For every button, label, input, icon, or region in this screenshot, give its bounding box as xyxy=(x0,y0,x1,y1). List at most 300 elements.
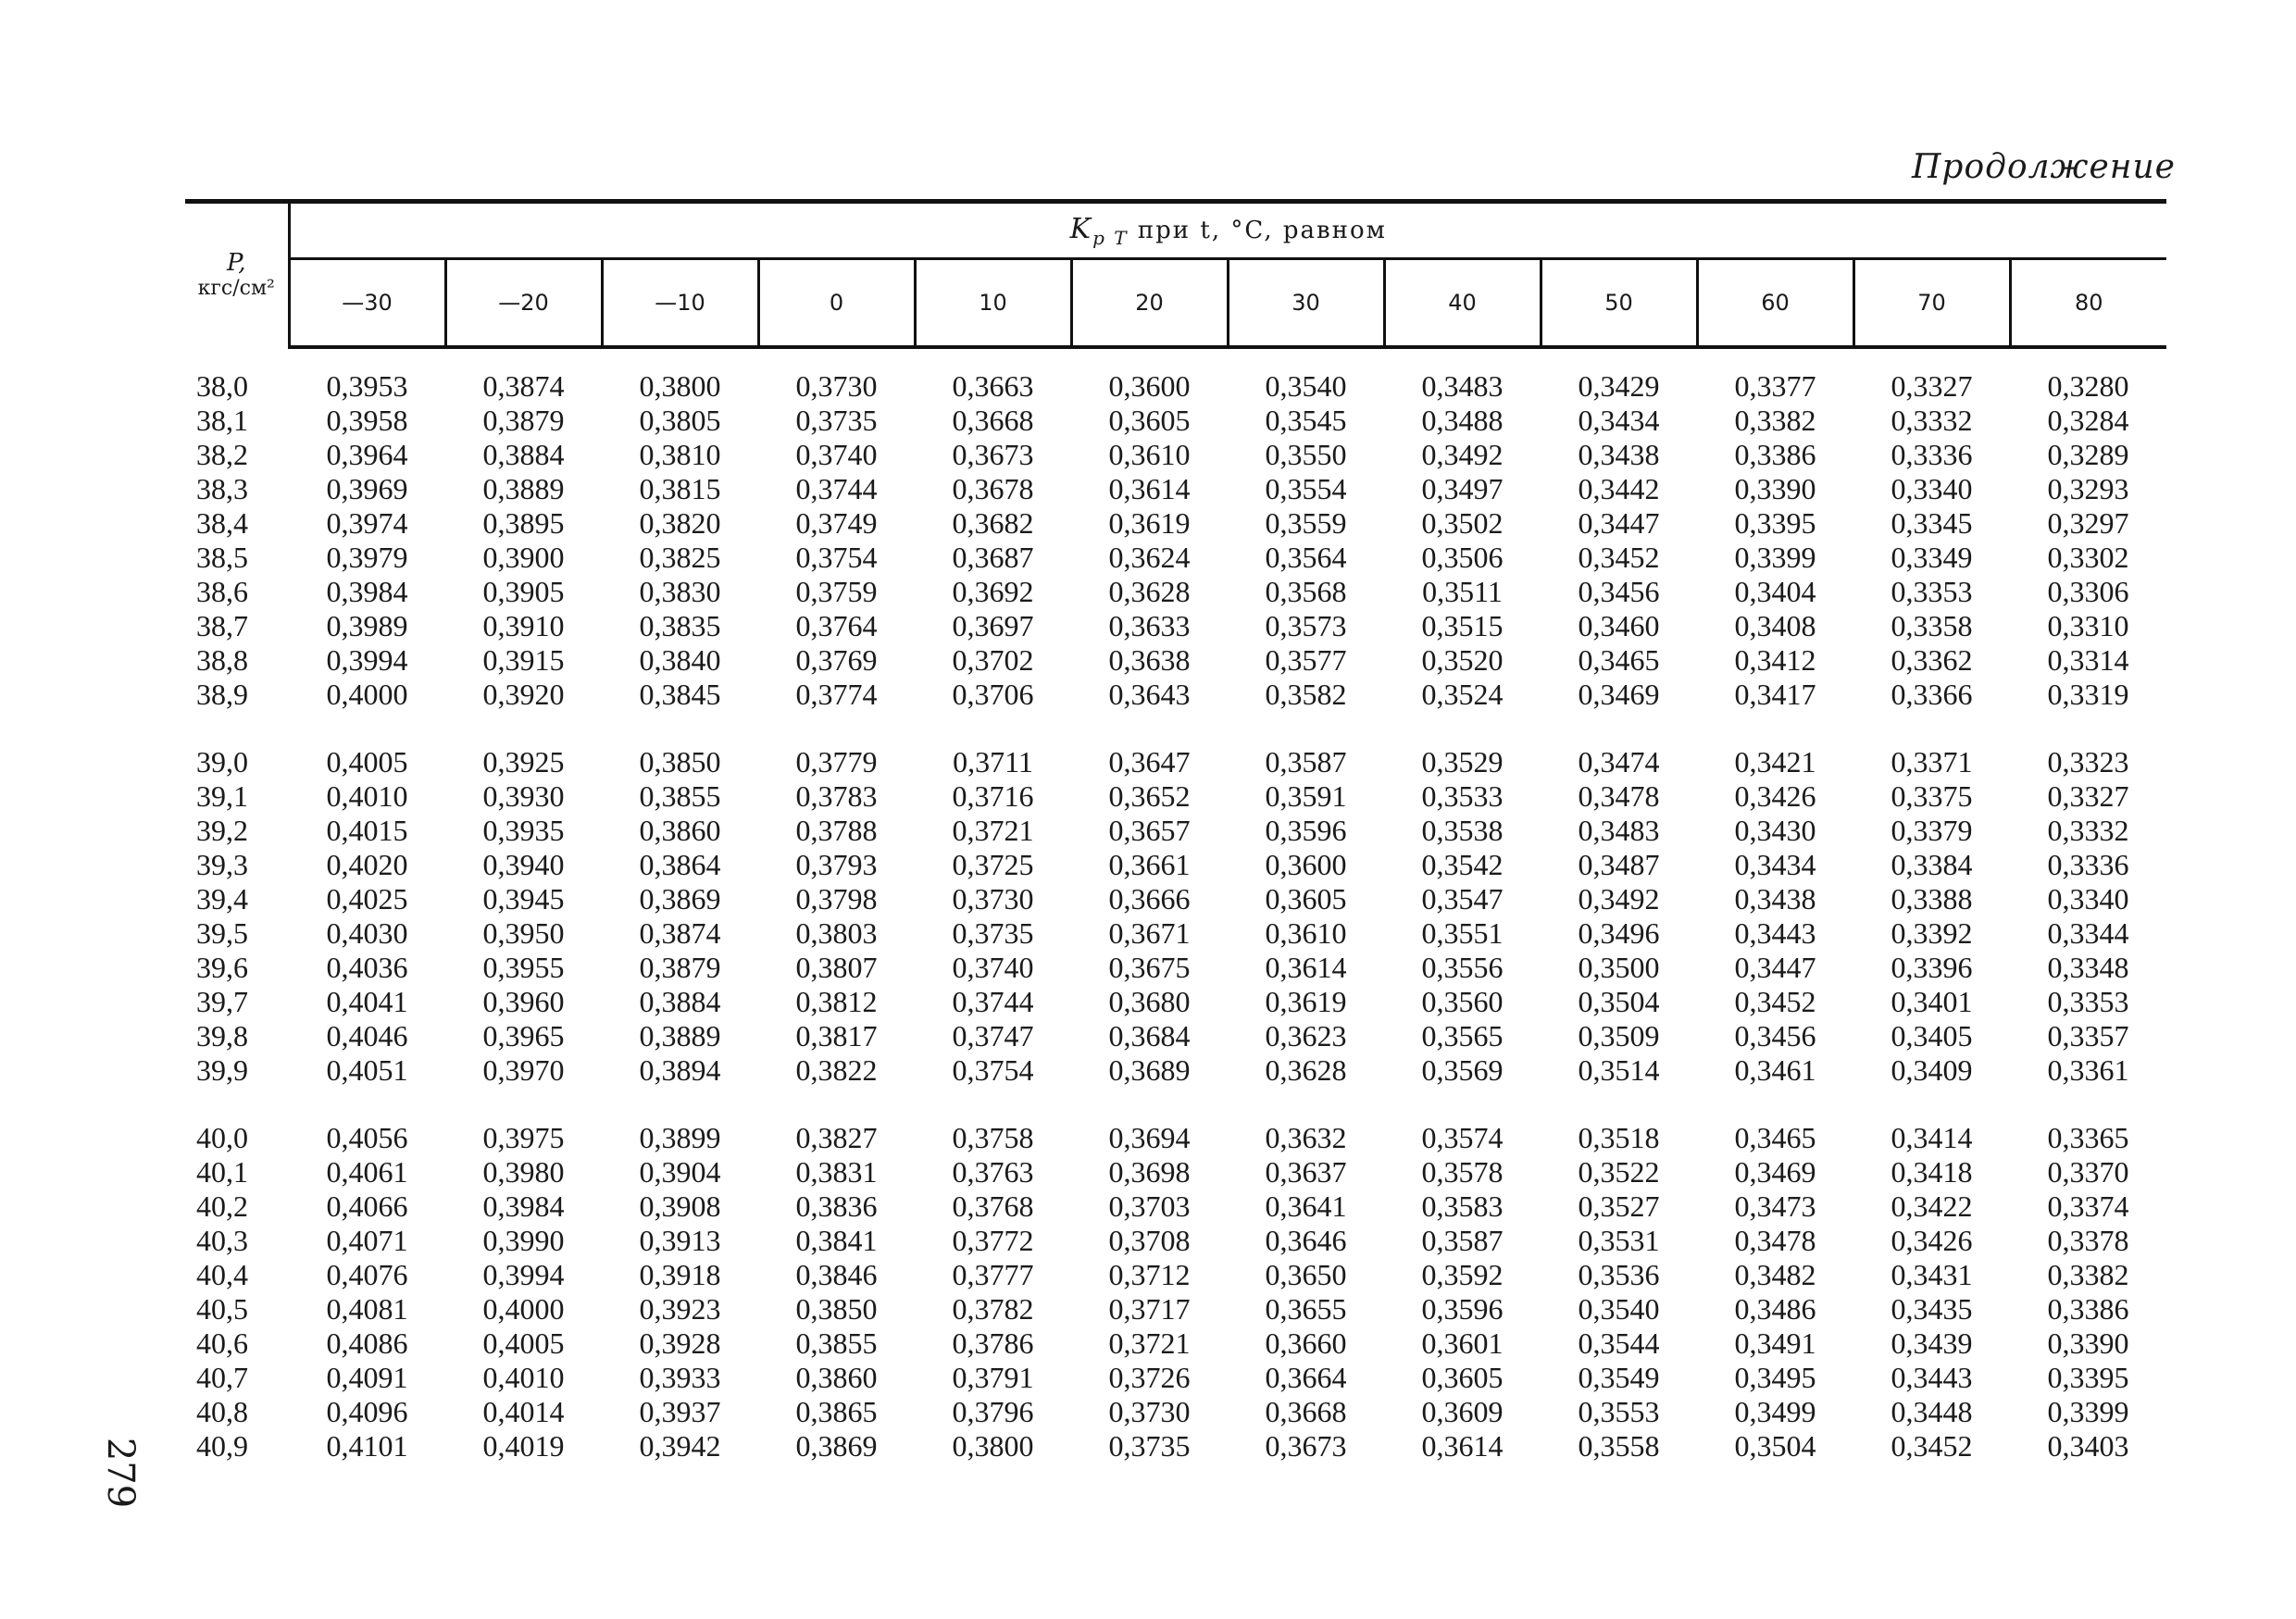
value-cell: 0,3820 xyxy=(639,506,721,540)
temperature-header: 80 xyxy=(2010,259,2166,348)
value-cell: 0,3605 xyxy=(1265,882,1347,915)
value-cell: 0,3399 xyxy=(1734,541,1816,574)
temperature-header: 30 xyxy=(1228,259,1384,348)
value-cell: 0,3817 xyxy=(795,1019,878,1052)
value-cell: 0,3340 xyxy=(2047,882,2129,915)
value-cell: 0,3384 xyxy=(1890,848,1973,881)
value-cell: 0,3864 xyxy=(639,848,721,881)
value-cell: 0,3747 xyxy=(952,1019,1034,1052)
value-cell: 0,3492 xyxy=(1578,882,1660,915)
value-cell: 0,3452 xyxy=(1734,985,1816,1018)
value-cell: 0,3522 xyxy=(1578,1155,1660,1189)
value-cell: 0,3392 xyxy=(1890,916,1973,950)
value-cell: 0,3553 xyxy=(1578,1395,1660,1428)
value-cell: 0,3538 xyxy=(1421,814,1504,847)
value-cell: 0,3657 xyxy=(1108,814,1191,847)
value-cell: 0,3933 xyxy=(639,1361,721,1394)
value-cell: 0,3950 xyxy=(482,916,565,950)
value-cell: 0,3865 xyxy=(795,1395,878,1428)
value-cell: 0,3544 xyxy=(1578,1326,1660,1360)
continuation-label: Продолжение xyxy=(1912,148,2176,186)
pressure-cell: 39,7 xyxy=(196,985,248,1018)
table-row xyxy=(185,438,2166,472)
value-cell: 0,3596 xyxy=(1421,1292,1504,1326)
value-cell: 0,3783 xyxy=(795,779,878,813)
value-cell: 0,3682 xyxy=(952,506,1034,540)
value-cell: 0,3643 xyxy=(1108,678,1191,711)
value-cell: 0,3524 xyxy=(1421,678,1504,711)
value-cell: 0,4005 xyxy=(326,745,408,778)
value-cell: 0,3953 xyxy=(326,369,408,403)
value-cell: 0,3461 xyxy=(1734,1053,1816,1087)
value-cell: 0,4019 xyxy=(482,1429,565,1463)
value-cell: 0,3735 xyxy=(952,916,1034,950)
value-cell: 0,3550 xyxy=(1265,438,1347,471)
value-cell: 0,4086 xyxy=(326,1326,408,1360)
value-cell: 0,3935 xyxy=(482,814,565,847)
value-cell: 0,3496 xyxy=(1578,916,1660,950)
value-cell: 0,3421 xyxy=(1734,745,1816,778)
value-cell: 0,3830 xyxy=(639,575,721,608)
value-cell: 0,3482 xyxy=(1734,1258,1816,1291)
value-cell: 0,3940 xyxy=(482,848,565,881)
value-cell: 0,3499 xyxy=(1734,1395,1816,1428)
value-cell: 0,3624 xyxy=(1108,541,1191,574)
value-cell: 0,3465 xyxy=(1734,1121,1816,1154)
value-cell: 0,3805 xyxy=(639,404,721,437)
value-cell: 0,3687 xyxy=(952,541,1034,574)
value-cell: 0,3763 xyxy=(952,1155,1034,1189)
value-cell: 0,3668 xyxy=(952,404,1034,437)
value-cell: 0,3408 xyxy=(1734,609,1816,642)
value-cell: 0,4015 xyxy=(326,814,408,847)
value-cell: 0,3908 xyxy=(639,1189,721,1223)
table-body xyxy=(185,347,2166,1463)
pressure-unit: кгс/см² xyxy=(197,276,275,300)
value-cell: 0,3920 xyxy=(482,678,565,711)
value-cell: 0,3841 xyxy=(795,1224,878,1257)
value-cell: 0,3547 xyxy=(1421,882,1504,915)
value-cell: 0,3749 xyxy=(795,506,878,540)
value-cell: 0,3692 xyxy=(952,575,1034,608)
table-row xyxy=(185,1429,2166,1463)
pressure-cell: 38,1 xyxy=(196,404,248,437)
value-cell: 0,3390 xyxy=(1734,472,1816,505)
value-cell: 0,3637 xyxy=(1265,1155,1347,1189)
value-cell: 0,3663 xyxy=(952,369,1034,403)
value-cell: 0,3371 xyxy=(1890,745,1973,778)
value-cell: 0,3431 xyxy=(1890,1258,1973,1291)
value-cell: 0,3600 xyxy=(1108,369,1191,403)
value-cell: 0,3774 xyxy=(795,678,878,711)
value-cell: 0,3768 xyxy=(952,1189,1034,1223)
value-cell: 0,3474 xyxy=(1578,745,1660,778)
value-cell: 0,3899 xyxy=(639,1121,721,1154)
pressure-cell: 38,9 xyxy=(196,678,248,711)
value-cell: 0,3650 xyxy=(1265,1258,1347,1291)
value-cell: 0,3386 xyxy=(2047,1292,2129,1326)
value-cell: 0,3478 xyxy=(1734,1224,1816,1257)
value-cell: 0,3697 xyxy=(952,609,1034,642)
value-cell: 0,3668 xyxy=(1265,1395,1347,1428)
pressure-cell: 40,3 xyxy=(196,1224,248,1257)
value-cell: 0,3497 xyxy=(1421,472,1504,505)
table-row xyxy=(185,985,2166,1019)
value-cell: 0,3836 xyxy=(795,1189,878,1223)
table-row xyxy=(185,848,2166,882)
value-cell: 0,3698 xyxy=(1108,1155,1191,1189)
value-cell: 0,3340 xyxy=(1890,472,1973,505)
value-cell: 0,3984 xyxy=(326,575,408,608)
table-row xyxy=(185,1155,2166,1189)
value-cell: 0,3979 xyxy=(326,541,408,574)
table-row xyxy=(185,1292,2166,1326)
value-cell: 0,3390 xyxy=(2047,1326,2129,1360)
value-cell: 0,3414 xyxy=(1890,1121,1973,1154)
value-cell: 0,3807 xyxy=(795,951,878,984)
value-cell: 0,4000 xyxy=(326,678,408,711)
pressure-cell: 40,4 xyxy=(196,1258,248,1291)
value-cell: 0,3740 xyxy=(795,438,878,471)
value-cell: 0,3661 xyxy=(1108,848,1191,881)
pressure-cell: 38,3 xyxy=(196,472,248,505)
value-cell: 0,3536 xyxy=(1578,1258,1660,1291)
pressure-cell: 38,7 xyxy=(196,609,248,642)
value-cell: 0,3306 xyxy=(2047,575,2129,608)
value-cell: 0,3504 xyxy=(1578,985,1660,1018)
value-cell: 0,3850 xyxy=(795,1292,878,1326)
kpt-symbol: $K_{p T}$ xyxy=(1069,212,1129,249)
value-cell: 0,3332 xyxy=(1890,404,1973,437)
value-cell: 0,3345 xyxy=(1890,506,1973,540)
value-cell: 0,3401 xyxy=(1890,985,1973,1018)
value-cell: 0,3989 xyxy=(326,609,408,642)
pressure-cell: 40,1 xyxy=(196,1155,248,1189)
pressure-cell: 40,5 xyxy=(196,1292,248,1326)
table-row xyxy=(185,882,2166,916)
temperature-header: 0 xyxy=(758,259,915,348)
value-cell: 0,3569 xyxy=(1421,1053,1504,1087)
value-cell: 0,3452 xyxy=(1890,1429,1973,1463)
value-cell: 0,3884 xyxy=(482,438,565,471)
value-cell: 0,3447 xyxy=(1734,951,1816,984)
value-cell: 0,3764 xyxy=(795,609,878,642)
value-cell: 0,3980 xyxy=(482,1155,565,1189)
value-cell: 0,3540 xyxy=(1578,1292,1660,1326)
table-row xyxy=(185,1121,2166,1155)
value-cell: 0,3382 xyxy=(1734,404,1816,437)
value-cell: 0,3910 xyxy=(482,609,565,642)
value-cell: 0,3827 xyxy=(795,1121,878,1154)
pressure-symbol: P, xyxy=(227,248,246,277)
value-cell: 0,3964 xyxy=(326,438,408,471)
table-row xyxy=(185,1395,2166,1429)
value-cell: 0,3403 xyxy=(2047,1429,2129,1463)
value-cell: 0,3379 xyxy=(1890,814,1973,847)
value-cell: 0,3869 xyxy=(639,882,721,915)
value-cell: 0,3735 xyxy=(1108,1429,1191,1463)
value-cell: 0,3284 xyxy=(2047,404,2129,437)
value-cell: 0,3605 xyxy=(1108,404,1191,437)
value-cell: 0,3666 xyxy=(1108,882,1191,915)
value-cell: 0,3601 xyxy=(1421,1326,1504,1360)
value-cell: 0,3332 xyxy=(2047,814,2129,847)
value-cell: 0,3514 xyxy=(1578,1053,1660,1087)
value-cell: 0,4046 xyxy=(326,1019,408,1052)
pressure-cell: 39,6 xyxy=(196,951,248,984)
value-cell: 0,3559 xyxy=(1265,506,1347,540)
pressure-cell: 40,2 xyxy=(196,1189,248,1223)
value-cell: 0,3582 xyxy=(1265,678,1347,711)
value-cell: 0,4000 xyxy=(482,1292,565,1326)
value-cell: 0,3366 xyxy=(1890,678,1973,711)
value-cell: 0,3793 xyxy=(795,848,878,881)
value-cell: 0,3587 xyxy=(1421,1224,1504,1257)
value-cell: 0,3486 xyxy=(1734,1292,1816,1326)
value-cell: 0,3717 xyxy=(1108,1292,1191,1326)
table-row xyxy=(185,404,2166,438)
value-cell: 0,3492 xyxy=(1421,438,1504,471)
value-cell: 0,4051 xyxy=(326,1053,408,1087)
value-cell: 0,3289 xyxy=(2047,438,2129,471)
value-cell: 0,3520 xyxy=(1421,643,1504,677)
value-cell: 0,3904 xyxy=(639,1155,721,1189)
value-cell: 0,3319 xyxy=(2047,678,2129,711)
value-cell: 0,3483 xyxy=(1578,814,1660,847)
value-cell: 0,3591 xyxy=(1265,779,1347,813)
value-cell: 0,3500 xyxy=(1578,951,1660,984)
value-cell: 0,3970 xyxy=(482,1053,565,1087)
temperature-header: 40 xyxy=(1384,259,1541,348)
value-cell: 0,3382 xyxy=(2047,1258,2129,1291)
pressure-cell: 38,8 xyxy=(196,643,248,677)
value-cell: 0,3855 xyxy=(795,1326,878,1360)
pressure-cell: 39,1 xyxy=(196,779,248,813)
value-cell: 0,3293 xyxy=(2047,472,2129,505)
value-cell: 0,3609 xyxy=(1421,1395,1504,1428)
value-cell: 0,3531 xyxy=(1578,1224,1660,1257)
value-cell: 0,3439 xyxy=(1890,1326,1973,1360)
value-cell: 0,3378 xyxy=(2047,1224,2129,1257)
value-cell: 0,3769 xyxy=(795,643,878,677)
value-cell: 0,3712 xyxy=(1108,1258,1191,1291)
pressure-cell: 39,4 xyxy=(196,882,248,915)
value-cell: 0,3556 xyxy=(1421,951,1504,984)
table-row xyxy=(185,369,2166,404)
value-cell: 0,3680 xyxy=(1108,985,1191,1018)
value-cell: 0,3365 xyxy=(2047,1121,2129,1154)
value-cell: 0,3610 xyxy=(1265,916,1347,950)
value-cell: 0,3483 xyxy=(1421,369,1504,403)
value-cell: 0,3344 xyxy=(2047,916,2129,950)
value-cell: 0,4071 xyxy=(326,1224,408,1257)
value-cell: 0,4036 xyxy=(326,951,408,984)
pressure-cell: 39,2 xyxy=(196,814,248,847)
value-cell: 0,3473 xyxy=(1734,1189,1816,1223)
value-cell: 0,3721 xyxy=(1108,1326,1191,1360)
value-cell: 0,3527 xyxy=(1578,1189,1660,1223)
value-cell: 0,3835 xyxy=(639,609,721,642)
table-row xyxy=(185,1189,2166,1224)
value-cell: 0,3465 xyxy=(1578,643,1660,677)
value-cell: 0,3845 xyxy=(639,678,721,711)
value-cell: 0,3362 xyxy=(1890,643,1973,677)
value-cell: 0,3619 xyxy=(1265,985,1347,1018)
value-cell: 0,3327 xyxy=(1890,369,1973,403)
value-cell: 0,3434 xyxy=(1578,404,1660,437)
value-cell: 0,3960 xyxy=(482,985,565,1018)
table-row xyxy=(185,678,2166,712)
pressure-header xyxy=(185,202,289,348)
value-cell: 0,3894 xyxy=(639,1053,721,1087)
value-cell: 0,3487 xyxy=(1578,848,1660,881)
value-cell: 0,3469 xyxy=(1578,678,1660,711)
value-cell: 0,3889 xyxy=(482,472,565,505)
value-cell: 0,4010 xyxy=(326,779,408,813)
value-cell: 0,3974 xyxy=(326,506,408,540)
pressure-cell: 39,8 xyxy=(196,1019,248,1052)
value-cell: 0,3417 xyxy=(1734,678,1816,711)
value-cell: 0,3574 xyxy=(1421,1121,1504,1154)
table-row xyxy=(185,951,2166,985)
value-cell: 0,3791 xyxy=(952,1361,1034,1394)
value-cell: 0,3357 xyxy=(2047,1019,2129,1052)
value-cell: 0,3456 xyxy=(1734,1019,1816,1052)
value-cell: 0,3404 xyxy=(1734,575,1816,608)
value-cell: 0,3782 xyxy=(952,1292,1034,1326)
pressure-cell: 38,5 xyxy=(196,541,248,574)
value-cell: 0,3913 xyxy=(639,1224,721,1257)
value-cell: 0,3855 xyxy=(639,779,721,813)
value-cell: 0,3984 xyxy=(482,1189,565,1223)
temperature-header: —20 xyxy=(445,259,602,348)
value-cell: 0,3310 xyxy=(2047,609,2129,642)
value-cell: 0,3374 xyxy=(2047,1189,2129,1223)
temperature-header: 70 xyxy=(1853,259,2010,348)
value-cell: 0,3671 xyxy=(1108,916,1191,950)
value-cell: 0,4014 xyxy=(482,1395,565,1428)
value-cell: 0,3422 xyxy=(1890,1189,1973,1223)
value-cell: 0,3533 xyxy=(1421,779,1504,813)
value-cell: 0,3874 xyxy=(482,369,565,403)
value-cell: 0,3614 xyxy=(1265,951,1347,984)
value-cell: 0,3831 xyxy=(795,1155,878,1189)
kpt-table xyxy=(185,199,2166,1463)
table-row xyxy=(185,541,2166,575)
value-cell: 0,3975 xyxy=(482,1121,565,1154)
value-cell: 0,3336 xyxy=(2047,848,2129,881)
value-cell: 0,3660 xyxy=(1265,1326,1347,1360)
temperature-header: 20 xyxy=(1071,259,1228,348)
value-cell: 0,3430 xyxy=(1734,814,1816,847)
value-cell: 0,3744 xyxy=(795,472,878,505)
value-cell: 0,3633 xyxy=(1108,609,1191,642)
value-cell: 0,3353 xyxy=(1890,575,1973,608)
temperature-header-row xyxy=(185,259,2166,348)
value-cell: 0,4030 xyxy=(326,916,408,950)
value-cell: 0,3377 xyxy=(1734,369,1816,403)
value-cell: 0,3905 xyxy=(482,575,565,608)
value-cell: 0,4041 xyxy=(326,985,408,1018)
value-cell: 0,3614 xyxy=(1421,1429,1504,1463)
value-cell: 0,3323 xyxy=(2047,745,2129,778)
value-cell: 0,3511 xyxy=(1422,575,1503,608)
value-cell: 0,3869 xyxy=(795,1429,878,1463)
value-cell: 0,3788 xyxy=(795,814,878,847)
value-cell: 0,3443 xyxy=(1734,916,1816,950)
value-cell: 0,3361 xyxy=(2047,1053,2129,1087)
value-cell: 0,3786 xyxy=(952,1326,1034,1360)
value-cell: 0,3488 xyxy=(1421,404,1504,437)
value-cell: 0,3632 xyxy=(1265,1121,1347,1154)
value-cell: 0,3689 xyxy=(1108,1053,1191,1087)
value-cell: 0,3314 xyxy=(2047,643,2129,677)
pressure-cell: 40,0 xyxy=(196,1121,248,1154)
value-cell: 0,3554 xyxy=(1265,472,1347,505)
value-cell: 0,3506 xyxy=(1421,541,1504,574)
value-cell: 0,3280 xyxy=(2047,369,2129,403)
value-cell: 0,3825 xyxy=(639,541,721,574)
value-cell: 0,3551 xyxy=(1421,916,1504,950)
pressure-cell: 39,5 xyxy=(196,916,248,950)
value-cell: 0,3740 xyxy=(952,951,1034,984)
value-cell: 0,3502 xyxy=(1421,506,1504,540)
value-cell: 0,3879 xyxy=(639,951,721,984)
value-cell: 0,3558 xyxy=(1578,1429,1660,1463)
value-cell: 0,3573 xyxy=(1265,609,1347,642)
value-cell: 0,3549 xyxy=(1578,1361,1660,1394)
pressure-cell: 38,2 xyxy=(196,438,248,471)
temperature-header: —10 xyxy=(602,259,758,348)
value-cell: 0,3965 xyxy=(482,1019,565,1052)
temperature-header: —30 xyxy=(289,259,445,348)
value-cell: 0,3702 xyxy=(952,643,1034,677)
value-cell: 0,3540 xyxy=(1265,369,1347,403)
value-cell: 0,3840 xyxy=(639,643,721,677)
value-cell: 0,3675 xyxy=(1108,951,1191,984)
value-cell: 0,3395 xyxy=(1734,506,1816,540)
value-cell: 0,3349 xyxy=(1890,541,1973,574)
value-cell: 0,3518 xyxy=(1578,1121,1660,1154)
value-cell: 0,3529 xyxy=(1421,745,1504,778)
pressure-cell: 38,4 xyxy=(196,506,248,540)
value-cell: 0,3716 xyxy=(952,779,1034,813)
value-cell: 0,4020 xyxy=(326,848,408,881)
temperature-header: 10 xyxy=(915,259,1071,348)
value-cell: 0,3798 xyxy=(795,882,878,915)
value-cell: 0,3652 xyxy=(1108,779,1191,813)
value-cell: 0,3327 xyxy=(2047,779,2129,813)
value-cell: 0,3302 xyxy=(2047,541,2129,574)
value-cell: 0,3460 xyxy=(1578,609,1660,642)
value-cell: 0,3678 xyxy=(952,472,1034,505)
value-cell: 0,3396 xyxy=(1890,951,1973,984)
value-cell: 0,3684 xyxy=(1108,1019,1191,1052)
table-row xyxy=(185,506,2166,541)
value-cell: 0,3426 xyxy=(1890,1224,1973,1257)
value-cell: 0,3730 xyxy=(795,369,878,403)
value-cell: 0,3560 xyxy=(1421,985,1504,1018)
value-cell: 0,3945 xyxy=(482,882,565,915)
value-cell: 0,3442 xyxy=(1578,472,1660,505)
value-cell: 0,3915 xyxy=(482,643,565,677)
value-cell: 0,3447 xyxy=(1578,506,1660,540)
pressure-cell: 40,7 xyxy=(196,1361,248,1394)
value-cell: 0,3711 xyxy=(953,745,1033,778)
temperature-header: 50 xyxy=(1541,259,1697,348)
value-cell: 0,3388 xyxy=(1890,882,1973,915)
value-cell: 0,4005 xyxy=(482,1326,565,1360)
